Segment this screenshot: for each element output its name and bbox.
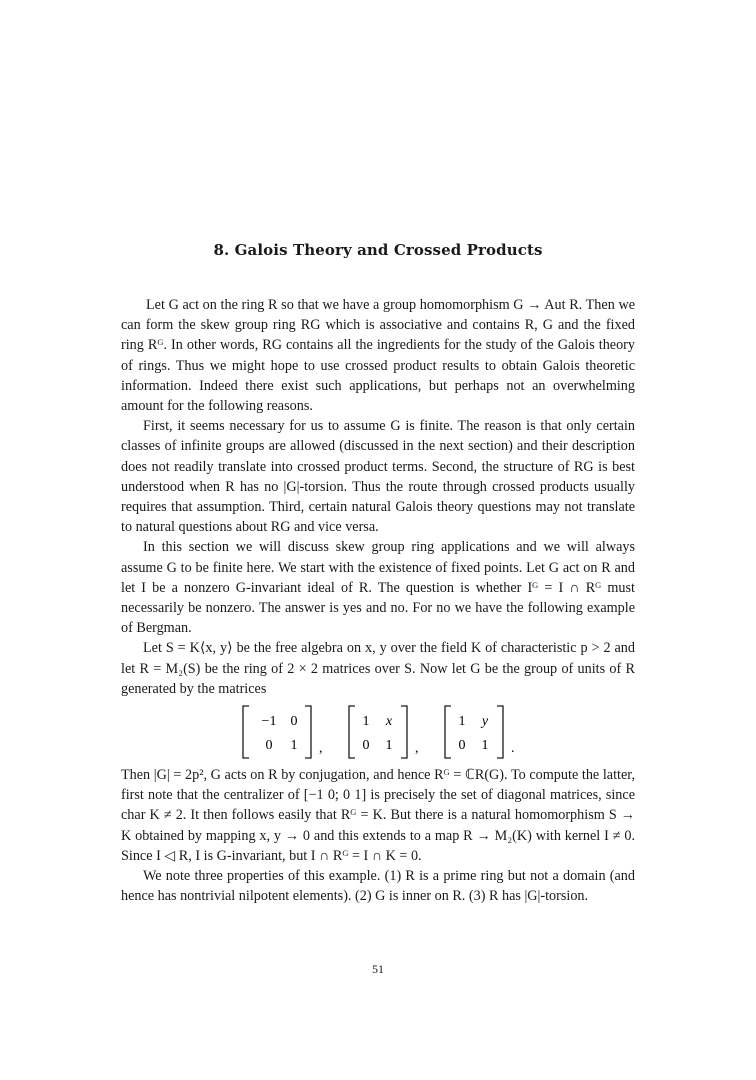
matrix-3-a11: 1: [458, 714, 466, 730]
matrix-1-a22: 1: [290, 738, 298, 754]
matrix-1-a21: 0: [265, 738, 273, 754]
matrix-3-a21: 0: [458, 738, 466, 754]
matrix-3-a12: y: [481, 714, 489, 730]
body-text: [121, 295, 635, 906]
matrix-1-separator: ,: [319, 741, 323, 757]
matrix-2-a12: x: [385, 714, 393, 730]
section-title: 8. Galois Theory and Crossed Products: [213, 241, 543, 259]
paragraph-properties: We note three properties of this example. (1) R is a prime ring but not a domain (and hence has nontrivial nilpotent elements). (2) G is inner on R. (3) R has |G|-torsion.: [121, 868, 635, 905]
matrix-3-separator: .: [511, 741, 515, 757]
paragraph-reasons: First, it seems necessary for us to assume G is finite. The reason is that only certain classes of infinite groups are allowed (discussed in the next section) and their description does not readily translate into crossed product terms. Second, the structure of RG is best understood when R has no |G|-torsion. Thus the route through crossed products usually requires that assumption. Third, certain natural Galois theory questions may not translate to natural questions about RG and vice versa.: [121, 418, 635, 536]
matrix-3-a22: 1: [481, 738, 489, 754]
matrix-2-svg: [345, 702, 421, 762]
matrix-2-separator: ,: [415, 741, 419, 757]
paragraph-conjugation: Then |G| = 2p², G acts on R by conjugation, and hence Rᴳ = ℂR(G). To compute the latter, first note that the centralizer of [−1 0; 0 1] is precisely the set of diagonal matrices, since char K ≠ 2. It then follows easily that Rᴳ = K. But there is a natural homomorphism S → K obtained by mapping x, y → 0 and this extends to a map R → M₂(K) with kernel I ≠ 0. Since I ◁ R, I is G-invariant, but I ∩ Rᴳ = I ∩ K = 0.: [121, 767, 635, 864]
matrix-2-a11: 1: [362, 714, 370, 730]
matrix-1-a11: −1: [261, 714, 277, 730]
matrix-2-a22: 1: [385, 738, 393, 754]
matrix-1-svg: [239, 702, 325, 762]
matrix-3-svg: [441, 702, 517, 762]
paragraph-intro: Let G act on the ring R so that we have a group homomorphism G → Aut R. Then we can form the skew group ring RG which is associative and contains R, G and the fixed ring Rᴳ. In other words, RG contains all the ingredients for the study of the Galois theory of rings. Thus we might hope to use crossed product results to obtain Galois theoretic information. Indeed there exist such applications, but perhaps not an overwhelming amount for the following reasons.: [121, 297, 635, 415]
paragraph-fixed-points: In this section we will discuss skew group ring applications and we will always assume G to be finite here. We start with the existence of fixed points. Let G act on R and let I be a nonzero G-invariant ideal of R. The question is whether Iᴳ = I ∩ Rᴳ must necessarily be nonzero. The answer is yes and no. For no we have the following example of Bergman.: [121, 539, 635, 637]
matrix-1: [239, 702, 325, 762]
matrix-3: [441, 702, 517, 762]
matrix-1-a12: 0: [290, 714, 298, 730]
page-number: 51: [372, 962, 384, 976]
matrix-2-a21: 0: [362, 738, 370, 754]
matrix-2: [345, 702, 421, 762]
paragraph-bergman-example: Let S = K⟨x, y⟩ be the free algebra on x, y over the field K of characteristic p > 2 and let R = M₂(S) be the ring of 2 × 2 matrices over S. Now let G be the group of units of R generated by the matrices: [121, 640, 635, 697]
generator-matrices: [121, 699, 635, 765]
